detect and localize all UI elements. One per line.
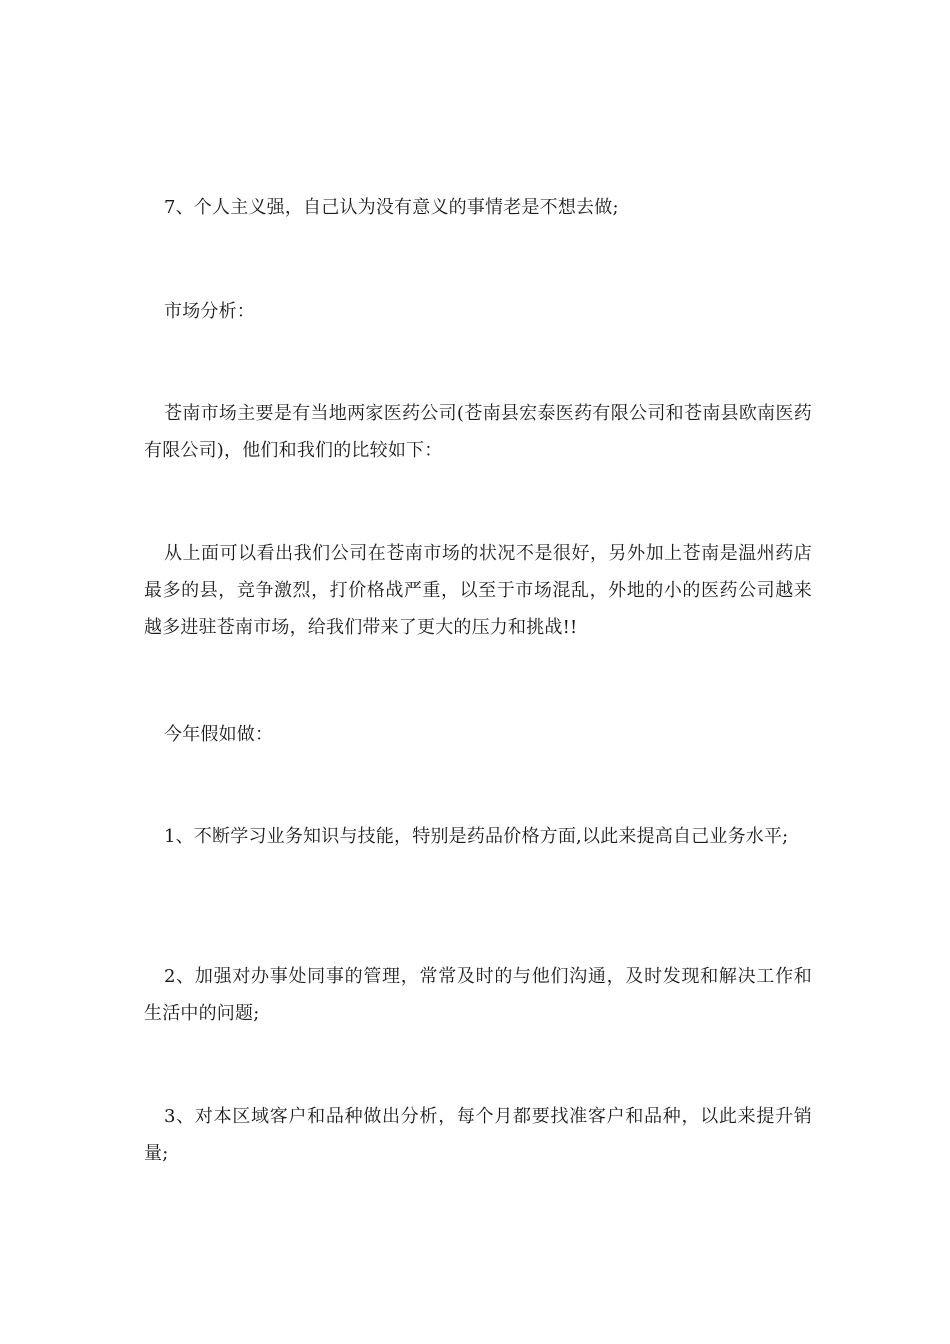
paragraph-plan-3: 3、对本区域客户和品种做出分析，每个月都要找准客户和品种，以此来提升销量; (144, 1106, 812, 1164)
paragraph-item-7: 7、个人主义强，自己认为没有意义的事情老是不想去做; (164, 197, 619, 218)
paragraph-market-analysis-heading: 市场分析： (164, 301, 255, 322)
paragraph-cangnan-market: 苍南市场主要是有当地两家医药公司(苍南县宏泰医药有限公司和苍南县欧南医药有限公司)，他们和我们的比较如下： (144, 403, 812, 461)
paragraph-market-situation: 从上面可以看出我们公司在苍南市场的状况不是很好，另外加上苍南是温州药店最多的县，竞争激烈，打价格战严重，以至于市场混乱，外地的小的医药公司越来越多进驻苍南市场，给我们带来了更大的压力和挑战!! (144, 543, 812, 638)
paragraph-plan-2: 2、加强对办事处同事的管理，常常及时的与他们沟通，及时发现和解决工作和生活中的问题; (144, 966, 812, 1024)
paragraph-this-year-heading: 今年假如做： (164, 724, 274, 745)
paragraph-plan-1: 1、不断学习业务知识与技能，特别是药品价格方面,以此来提高自己业务水平; (164, 826, 789, 847)
